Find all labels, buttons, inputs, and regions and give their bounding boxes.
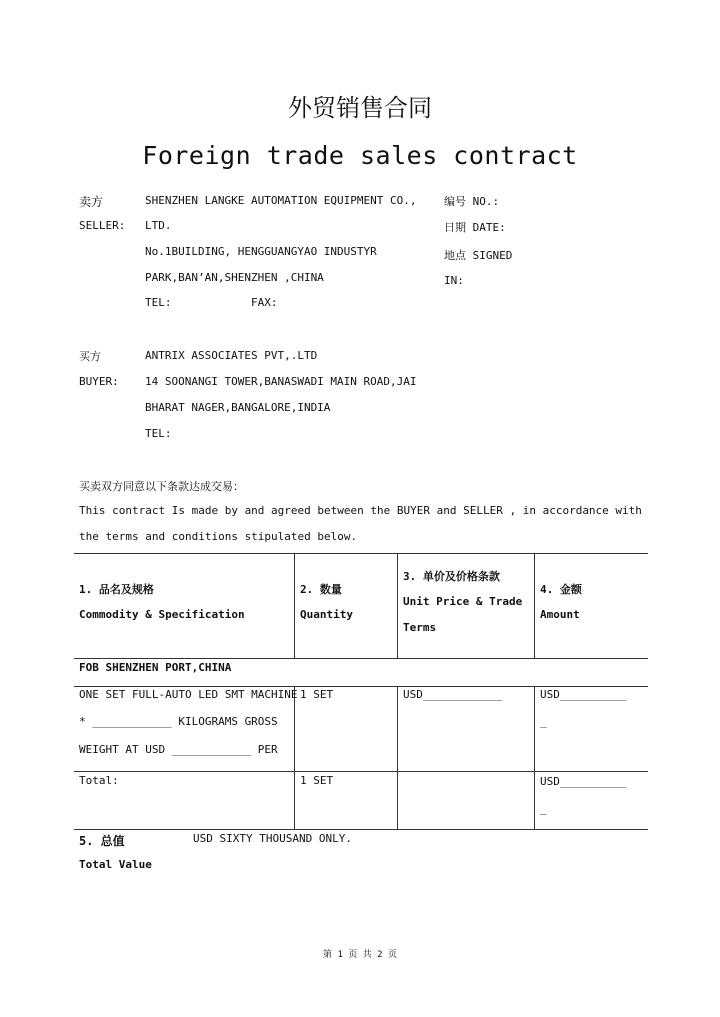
seller-label-en: SELLER: [79,219,126,232]
header-quantity-en: Quantity [300,608,353,621]
table-divider [294,686,295,829]
seller-line: SHENZHEN LANGKE AUTOMATION EQUIPMENT CO., [145,194,417,207]
header-quantity-cn: 2. 数量 [300,583,342,596]
page-footer: 第 1 页 共 2 页 [323,950,397,960]
header-amount-en: Amount [540,608,580,621]
seller-line: LTD. [145,219,172,232]
item-amount: USD__________ [540,688,627,701]
total-value-label-en: Total Value [79,858,152,871]
title-en: Foreign trade sales contract [142,141,578,170]
table-divider [397,553,398,658]
agreement-en: This contract Is made by and agreed between the BUYER and SELLER , in accordance with [79,504,642,517]
signed-in: 地点 SIGNED [444,249,513,262]
seller-label-cn: 卖方 [79,195,104,209]
table-divider [534,686,535,829]
header-commodity-cn: 1. 品名及规格 [79,583,154,596]
contract-date: 日期 DATE: [444,221,506,234]
total-value-label-cn: 5. 总值 [79,834,125,848]
buyer-line: BHARAT NAGER,BANGALORE,INDIA [145,401,331,414]
agreement-en: the terms and conditions stipulated below. [79,530,358,543]
buyer-label-en: BUYER: [79,375,119,388]
item-amount-cont: _ [540,715,547,728]
total-amount: USD__________ [540,775,627,788]
header-price-cn: 3. 单价及价格条款 [403,570,500,583]
buyer-label-cn: 买方 [79,350,101,363]
item-desc: WEIGHT AT USD ____________ PER [79,743,278,756]
seller-line: No.1BUILDING, HENGGUANGYAO INDUSTYR [145,245,377,258]
buyer-line: ANTRIX ASSOCIATES PVT,.LTD [145,349,318,362]
table-divider [397,686,398,829]
buyer-line: 14 SOONANGI TOWER,BANASWADI MAIN ROAD,JAI [145,375,417,388]
agreement-cn: 买卖双方同意以下条款达成交易： [79,480,244,493]
table-border [74,553,648,554]
total-value: USD SIXTY THOUSAND ONLY. [193,832,352,845]
table-divider [294,553,295,658]
total-amount-cont: _ [540,802,547,815]
item-price: USD____________ [403,688,503,701]
signed-in-2: IN: [444,274,464,287]
fob-term: FOB SHENZHEN PORT,CHINA [79,661,232,674]
item-qty: 1 SET [300,688,334,701]
item-desc: * ____________ KILOGRAMS GROSS [79,715,278,728]
header-price-en: Unit Price & Trade [403,595,523,608]
total-qty: 1 SET [300,774,334,787]
table-border [74,829,648,830]
title-cn: 外贸销售合同 [288,94,432,122]
contract-no: 编号 NO.: [444,195,500,208]
buyer-tel: TEL: [145,427,172,440]
seller-tel: TEL: [145,296,172,309]
table-divider [534,553,535,658]
header-amount-cn: 4. 金额 [540,583,582,596]
table-border [74,771,648,772]
total-label: Total: [79,774,119,787]
table-border [74,658,648,659]
seller-line: PARK,BAN’AN,SHENZHEN ,CHINA [145,271,324,284]
header-price-en2: Terms [403,621,437,634]
table-border [74,686,648,687]
item-desc: ONE SET FULL-AUTO LED SMT MACHINE [79,688,298,701]
seller-fax: FAX: [251,296,278,309]
header-commodity-en: Commodity & Specification [79,608,245,621]
